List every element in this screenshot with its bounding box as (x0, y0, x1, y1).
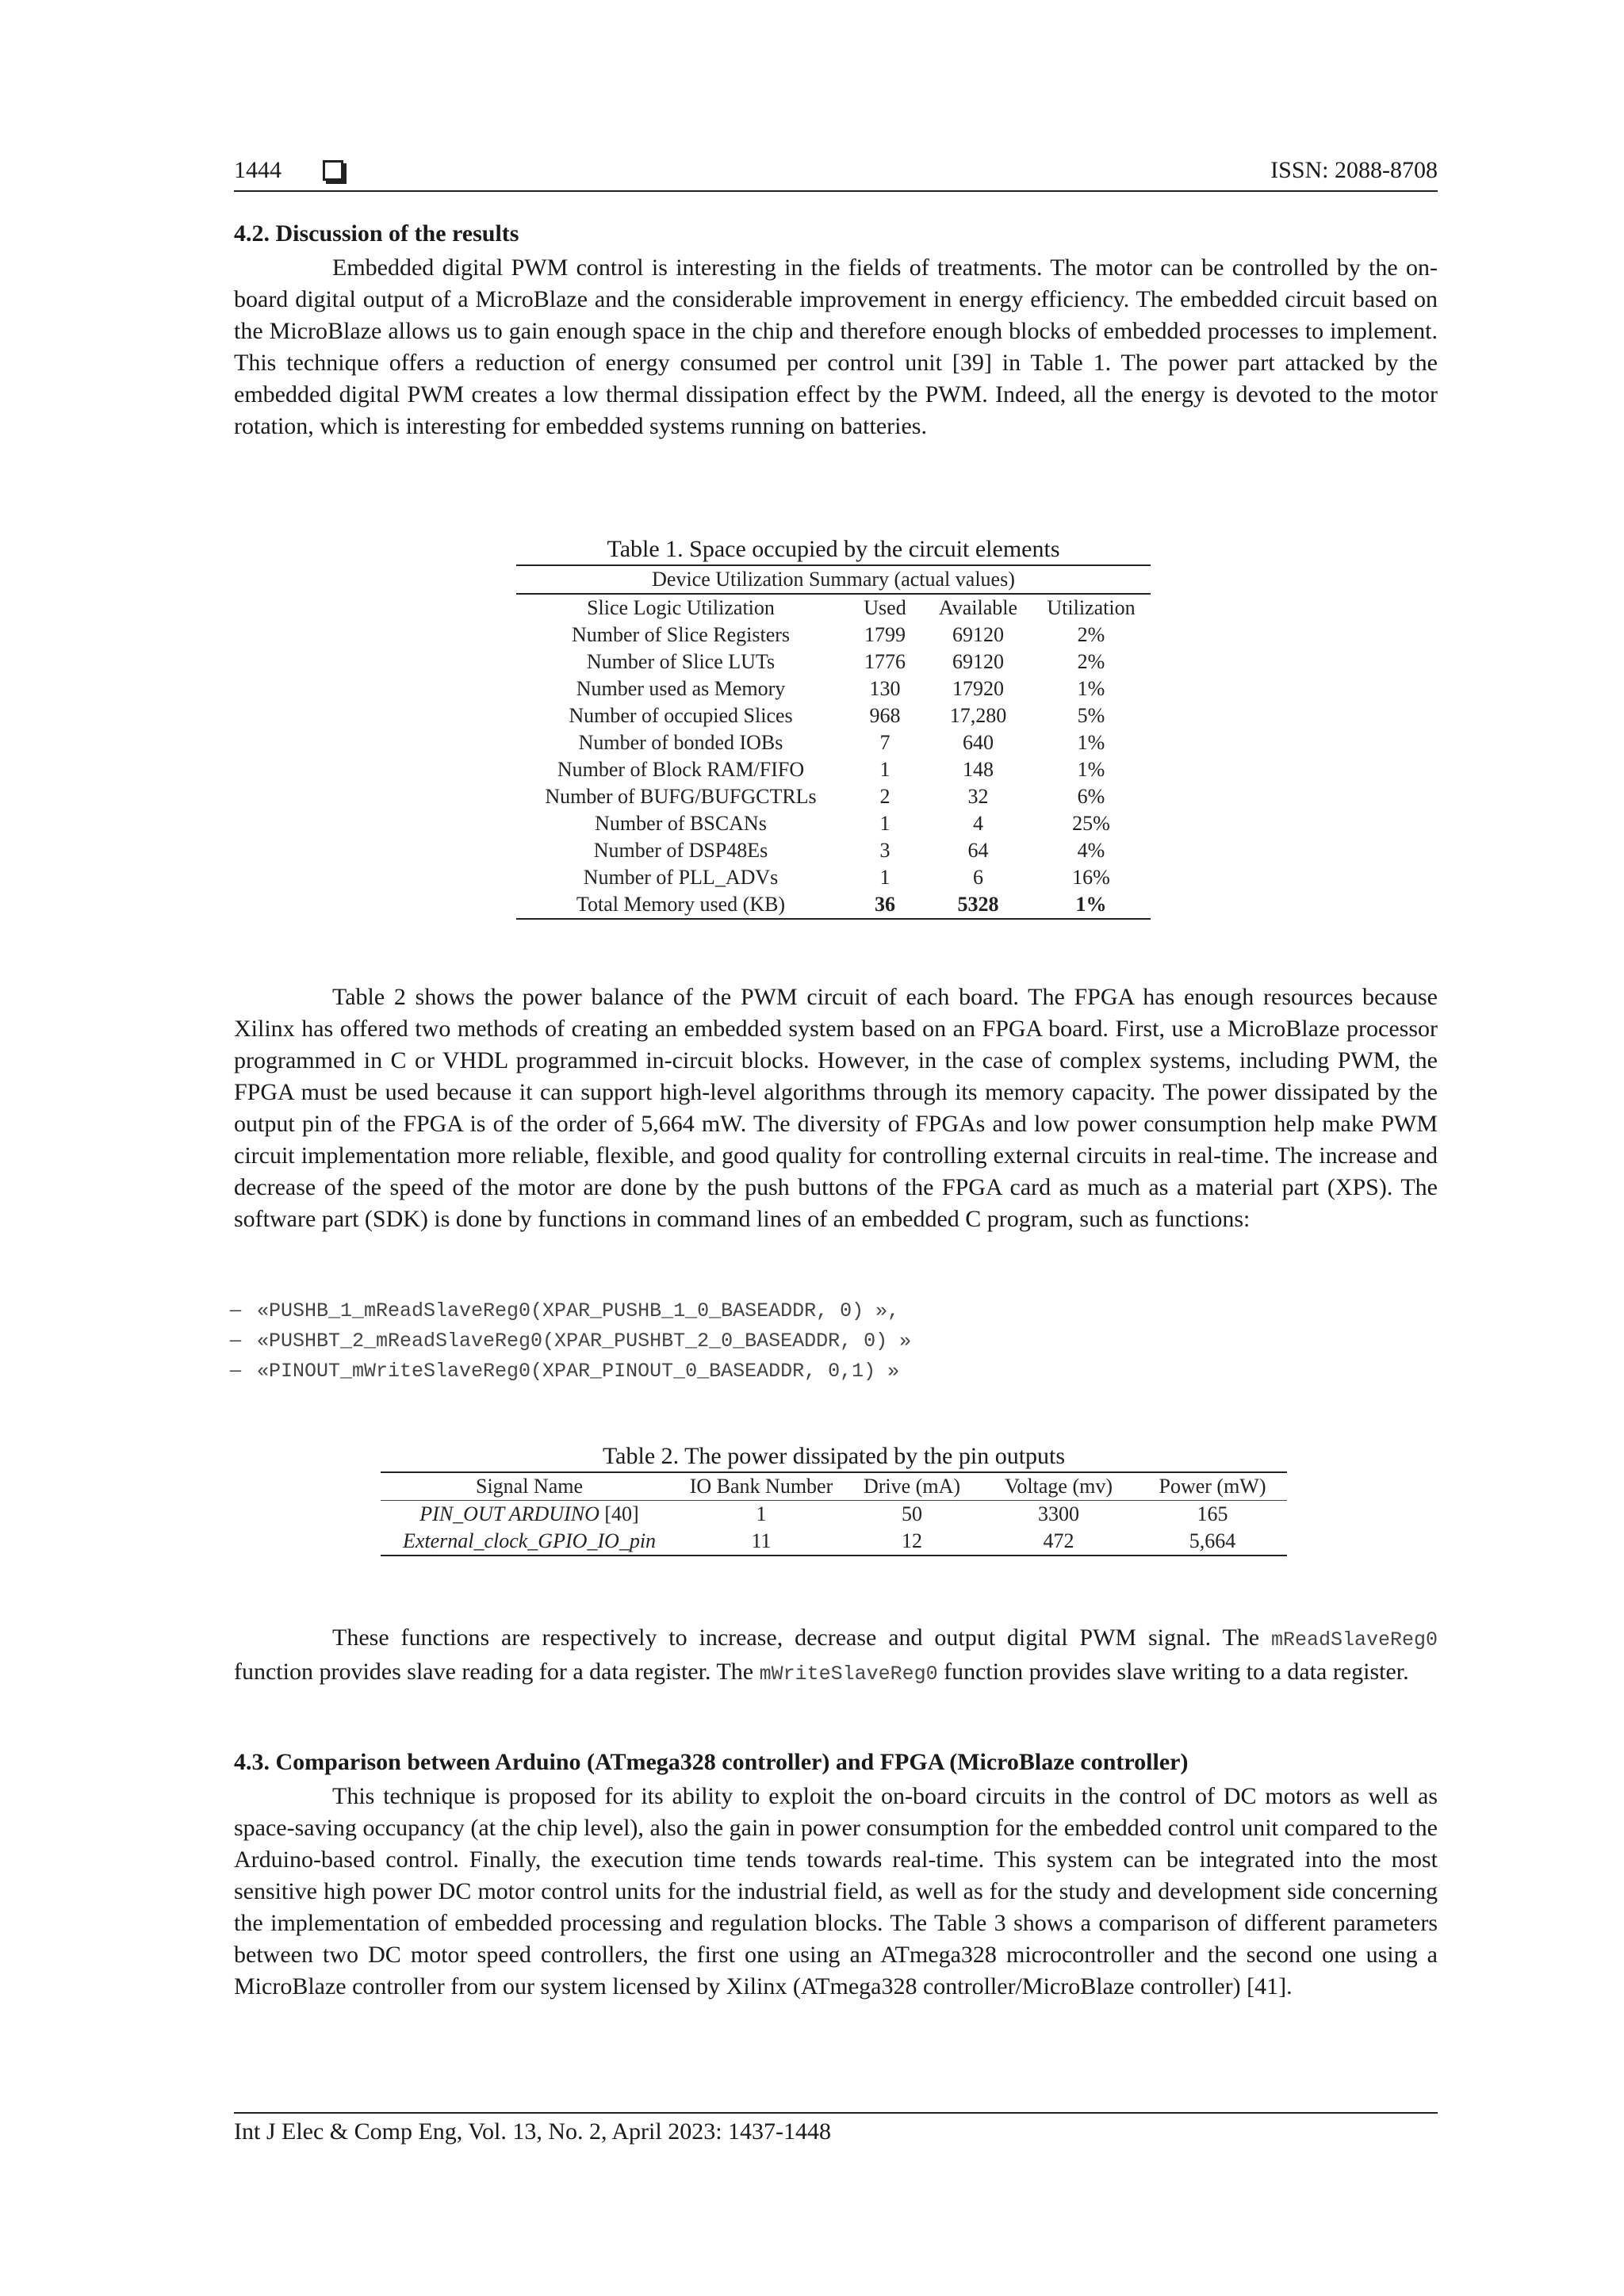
page-number: 1444 (234, 157, 282, 183)
table-row (516, 675, 1151, 702)
table-cell: 640 (963, 731, 994, 754)
table-cell: 12 (845, 1528, 979, 1556)
table-cell: 5,664 (1138, 1528, 1287, 1556)
table-cell: 1 (879, 866, 891, 889)
signal-name: PIN_OUT ARDUINO (419, 1502, 599, 1525)
table-row (516, 837, 1151, 864)
table-cell: 2 (879, 785, 891, 808)
table2-caption: Table 2. The power dissipated by the pin outputs (602, 1443, 1066, 1469)
table-row (516, 783, 1151, 810)
code-list-item (230, 1297, 911, 1327)
paragraph-text: function provides slave writing to a data register. (944, 1659, 1409, 1685)
table-cell: 17,280 (949, 704, 1007, 727)
table-row (516, 756, 1151, 783)
page-footer: Int J Elec & Comp Eng, Vol. 13, No. 2, April 2023: 1437-1448 (234, 2112, 1438, 2145)
square-icon (323, 160, 343, 181)
table-cell: 1776 (864, 650, 906, 673)
table-header-cell: IO Bank Number (678, 1472, 845, 1501)
table-cell: 36 (845, 891, 925, 919)
table-cell: 6% (1077, 785, 1105, 808)
table-header-row (516, 594, 1151, 622)
table-cell: 50 (902, 1502, 922, 1525)
table-cell: 1 (879, 758, 891, 781)
code-text: «PUSHB_1_mReadSlaveReg0(XPAR_PUSHB_1_0_BASEADDR, 0) », (257, 1299, 900, 1322)
paragraph-text: Embedded digital PWM control is interesting in the fields of treatments. The motor can be controlled by the on-board digital output of a MicroBlaze and the considerable improvement in energy efficiency. The embedded circuit based on the MicroBlaze allows us to gain enough space in the chip and therefore enough blocks of embedded processes to implement. This technique offers a reduction of energy consumed per control unit [39] in Table 1. The power part attacked by the embedded digital PWM creates a low thermal dissipation effect by the PWM. Indeed, all the energy is devoted to the motor rotation, which is interesting for embedded systems running on batteries. (234, 254, 1438, 439)
section-heading-4-2: 4.2. Discussion of the results (234, 220, 519, 247)
table-cell: 165 (1197, 1502, 1228, 1525)
table-cell: 1% (1077, 731, 1105, 754)
code-list-item (230, 1327, 911, 1357)
table-cell: 3 (879, 839, 891, 862)
table-cell: Number of Block RAM/FIFO (557, 758, 805, 781)
code-list-item (230, 1357, 911, 1387)
table-cell: 148 (963, 758, 994, 781)
table1-caption: Table 1. Space occupied by the circuit elements (607, 536, 1060, 562)
table-cell: Number of Slice Registers (571, 623, 791, 646)
table-cell: 17920 (952, 677, 1004, 700)
table-cell: Number of DSP48Es (593, 839, 768, 862)
table-row (516, 622, 1151, 649)
table-header-cell: Drive (mA) (845, 1472, 979, 1501)
table-cell: 11 (678, 1528, 845, 1556)
table-total-row (516, 891, 1151, 919)
table-header-cell: Utilization (1047, 596, 1136, 619)
table-cell: 64 (967, 839, 989, 862)
issn: ISSN: 2088-8708 (1270, 157, 1438, 183)
table-cell: 5328 (925, 891, 1032, 919)
table-row (381, 1501, 1287, 1529)
table-cell: 25% (1072, 812, 1110, 835)
table-cell: 1 (879, 812, 891, 835)
table-cell: Number of PLL_ADVs (583, 866, 779, 889)
table2 (381, 1471, 1287, 1556)
table-cell: 4% (1077, 839, 1105, 862)
code-inline: mWriteSlaveReg0 (759, 1663, 938, 1686)
table-row (516, 702, 1151, 729)
table-row (516, 810, 1151, 837)
code-text: «PINOUT_mWriteSlaveReg0(XPAR_PINOUT_0_BASEADDR, 0,1) » (257, 1360, 900, 1383)
page-header (234, 155, 1438, 192)
table-cell: 130 (869, 677, 901, 700)
table-cell: 32 (967, 785, 989, 808)
table-cell: Number of Slice LUTs (586, 650, 776, 673)
signal-name: External_clock_GPIO_IO_pin (402, 1529, 657, 1552)
signal-name-cell (381, 1501, 678, 1529)
table-cell: 7 (879, 731, 891, 754)
paragraph-text: This technique is proposed for its ability to exploit the on-board circuits in the control of DC motors as well as space-saving occupancy (at the chip level), also the gain in power consumption for the embedded control unit compared to the Arduino-based control. Finally, the execution time tends towards real-time. This system can be integrated into the most sensitive high power DC motor control units for the industrial field, as well as for the study and development side concerning the implementation of embedded processing and regulation blocks. The Table 3 shows a comparison of different parameters between two DC motor speed controllers, the first one using an ATmega328 microcontroller and the second one using a MicroBlaze controller from our system licensed by Xilinx (ATmega328 controller/MicroBlaze controller) [41]. (234, 1783, 1438, 1999)
paragraph-discussion (234, 252, 1438, 442)
table-cell: 5% (1077, 704, 1105, 727)
code-text: «PUSHBT_2_mReadSlaveReg0(XPAR_PUSHBT_2_0_BASEADDR, 0) » (257, 1330, 912, 1353)
table-cell: 16% (1072, 866, 1110, 889)
table-cell: 6 (973, 866, 983, 889)
table-row (516, 864, 1151, 891)
paragraph-table2-intro (234, 982, 1438, 1235)
citation: [40] (599, 1502, 639, 1525)
dash-bullet-icon: – (230, 1327, 241, 1352)
paragraph-text: Table 2 shows the power balance of the PWM circuit of each board. The FPGA has enough resources because Xilinx has offered two methods of creating an embedded system based on an FPGA board. First, use a MicroBlaze processor programmed in C or VHDL programmed in-circuit blocks. However, in the case of complex systems, including PWM, the FPGA must be used because it can support high-level algorithms through its memory capacity. The power dissipated by the output pin of the FPGA is of the order of 5,664 mW. The diversity of FPGAs and low power consumption help make PWM circuit implementation more reliable, flexible, and good quality for controlling external circuits in real-time. The increase and decrease of the speed of the motor are done by the push buttons of the FPGA card as much as a material part (XPS). The software part (SDK) is done by functions in command lines of an embedded C program, such as functions: (234, 984, 1438, 1232)
table-cell: 69120 (952, 650, 1004, 673)
dash-bullet-icon: – (230, 1357, 241, 1382)
table-header-cell: Signal Name (381, 1472, 678, 1501)
table-cell: 3300 (1038, 1502, 1079, 1525)
paragraph-comparison (234, 1781, 1438, 2003)
table-cell: 2% (1077, 623, 1105, 646)
dash-bullet-icon: – (230, 1297, 241, 1322)
table-cell: Total Memory used (KB) (516, 891, 845, 919)
table-cell: 1% (1032, 891, 1151, 919)
table-header-cell: Available (938, 596, 1018, 619)
table-super-header: Device Utilization Summary (actual values) (516, 565, 1151, 594)
table-header-cell: Slice Logic Utilization (587, 596, 775, 619)
table-cell: 4 (973, 812, 983, 835)
table-header-row (381, 1472, 1287, 1501)
table-cell: 1 (756, 1502, 767, 1525)
table-row (516, 729, 1151, 756)
table-cell: 1799 (864, 623, 906, 646)
table-header-cell: Power (mW) (1138, 1472, 1287, 1501)
table-cell: Number of BUFG/BUFGCTRLs (545, 785, 817, 808)
table-cell: 472 (979, 1528, 1138, 1556)
table-header-cell: Used (864, 596, 906, 619)
table-cell: 1% (1077, 758, 1105, 781)
table-cell: Number used as Memory (576, 677, 786, 700)
signal-name-cell (381, 1528, 678, 1556)
paragraph-text: function provides slave reading for a data register. The (234, 1659, 754, 1685)
table-cell: 69120 (952, 623, 1004, 646)
section-heading-4-3: 4.3. Comparison between Arduino (ATmega328 controller) and FPGA (MicroBlaze controller) (234, 1749, 1189, 1775)
table-cell: 968 (869, 704, 901, 727)
table-cell: Number of occupied Slices (569, 704, 793, 727)
table-cell: 1% (1077, 677, 1105, 700)
table-super-header-row (516, 565, 1151, 594)
paragraph-functions (234, 1622, 1438, 1690)
code-list (230, 1297, 911, 1387)
table-cell: Number of BSCANs (595, 812, 767, 835)
table1 (516, 564, 1151, 920)
table-row (381, 1528, 1287, 1556)
table-header-cell: Voltage (mv) (979, 1472, 1138, 1501)
table-cell: Number of bonded IOBs (578, 731, 783, 754)
table-cell: 2% (1077, 650, 1105, 673)
code-inline: mReadSlaveReg0 (1270, 1628, 1438, 1651)
paragraph-text: These functions are respectively to increase, decrease and output digital PWM signal. The (332, 1624, 1260, 1651)
table-row (516, 649, 1151, 675)
